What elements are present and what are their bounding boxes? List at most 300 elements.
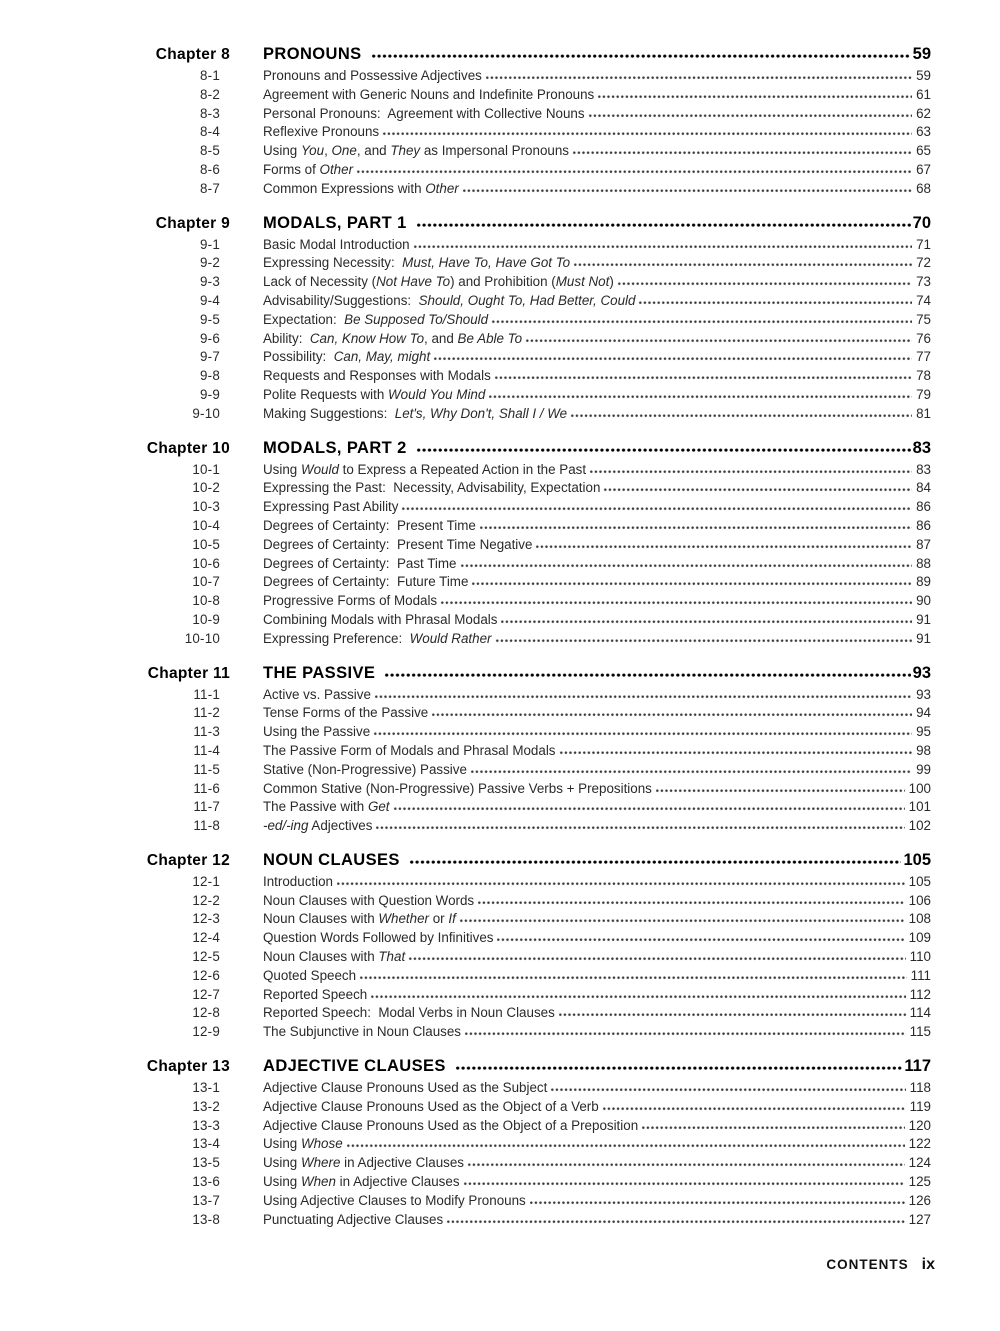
entry-page-number: 68 — [916, 180, 931, 196]
dot-leader — [638, 301, 912, 305]
chapter-heading-row — [123, 438, 931, 459]
chapter-section — [123, 438, 931, 649]
entry-number: 12-7 — [192, 986, 220, 1002]
entry-number-cell — [123, 817, 230, 836]
toc-entry — [123, 1192, 931, 1211]
entry-title — [263, 1004, 555, 1023]
dot-leader — [496, 938, 904, 942]
toc-entry — [123, 573, 931, 592]
entry-number-cell — [123, 479, 230, 498]
entry-title-wrap — [263, 742, 931, 761]
toc-entry — [123, 348, 931, 367]
plain-text: Polite Requests with — [263, 386, 389, 402]
entry-page-number: 93 — [916, 686, 931, 702]
entry-number-cell — [123, 367, 230, 386]
entry-page-number: 79 — [916, 386, 931, 402]
dot-leader — [462, 189, 912, 193]
italic-text: If — [448, 911, 456, 927]
entry-number-cell — [123, 723, 230, 742]
entry-title — [263, 348, 430, 367]
entry-number-cell — [123, 592, 230, 611]
entry-title — [263, 1173, 460, 1192]
entry-page-number: 111 — [910, 967, 931, 983]
entry-number-cell — [123, 254, 230, 273]
entry-title — [263, 798, 390, 817]
entry-title — [263, 254, 570, 273]
plain-text: , and — [424, 330, 458, 346]
entry-page-number: 88 — [916, 555, 931, 571]
toc-entry — [123, 479, 931, 498]
entry-title — [263, 611, 497, 630]
dot-leader — [559, 751, 913, 755]
entry-number: 12-8 — [192, 1005, 220, 1021]
entry-title-wrap — [263, 1192, 931, 1211]
entry-number-cell — [123, 311, 230, 330]
toc-entry — [123, 986, 931, 1005]
italic-text: Should, Ought To, Had Better, Could — [418, 292, 636, 308]
entry-page-number: 84 — [916, 480, 931, 496]
entry-page-number: 63 — [916, 124, 931, 140]
entry-title — [263, 142, 569, 161]
plain-text: , — [324, 143, 332, 159]
entry-page-number: 94 — [916, 705, 931, 721]
entry-title-wrap — [263, 1173, 931, 1192]
entry-number-cell — [123, 86, 230, 105]
plain-text: Question Words Followed by Infinitives — [263, 930, 494, 946]
entry-title-wrap — [263, 273, 931, 292]
plain-text: Active vs. Passive — [263, 686, 371, 702]
entry-number-cell — [123, 1135, 230, 1154]
toc-entry — [123, 611, 931, 630]
entry-title-wrap — [263, 780, 931, 799]
entry-number: 10-8 — [192, 593, 220, 609]
italic-text: Where — [300, 1155, 341, 1171]
dot-leader — [374, 695, 912, 699]
dot-leader — [602, 1107, 906, 1111]
plain-text: Degrees of Certainty: Present Time — [263, 517, 476, 533]
entry-title — [263, 1154, 464, 1173]
italic-text: Would Rather — [409, 630, 492, 646]
toc-entry — [123, 1023, 931, 1042]
entry-number: 9-2 — [200, 255, 220, 271]
entry-page-number: 95 — [916, 724, 931, 740]
dot-leader — [370, 995, 905, 999]
italic-text: Would — [300, 461, 339, 477]
entry-title — [263, 405, 567, 424]
dot-leader — [413, 245, 912, 249]
entry-page-number: 105 — [908, 873, 931, 889]
plain-text: Personal Pronouns: Agreement with Collective Nouns — [263, 105, 585, 121]
entry-number-cell — [123, 161, 230, 180]
entry-page-number: 126 — [908, 1192, 931, 1208]
dot-leader — [463, 1182, 905, 1186]
dot-leader — [572, 151, 912, 155]
entry-number-cell — [123, 292, 230, 311]
entry-title-wrap — [263, 405, 931, 424]
entry-title — [263, 1192, 526, 1211]
plain-text: to Express a Repeated Action in the Past — [338, 461, 587, 477]
entry-title-wrap — [263, 517, 931, 536]
entry-page-number: 81 — [916, 405, 931, 421]
entry-page-number: 102 — [908, 818, 931, 834]
plain-text: Reported Speech — [263, 986, 368, 1002]
entry-number: 13-7 — [192, 1192, 220, 1208]
plain-text: , and — [356, 143, 391, 159]
toc-entry — [123, 704, 931, 723]
entry-title-wrap — [263, 292, 931, 311]
entry-number-cell — [123, 1192, 230, 1211]
entry-number: 9-3 — [200, 274, 220, 290]
chapter-page-number: 59 — [912, 45, 931, 63]
entry-number: 11-6 — [193, 780, 220, 796]
dot-leader — [433, 357, 912, 361]
entry-title-wrap — [263, 967, 931, 986]
chapter-title: THE PASSIVE — [263, 663, 381, 682]
toc-entry — [123, 86, 931, 105]
entry-title — [263, 573, 468, 592]
entry-title — [263, 686, 371, 705]
chapter-label: Chapter 8 — [155, 46, 230, 63]
dot-leader — [494, 376, 912, 380]
entry-title-wrap — [263, 330, 931, 349]
dot-leader — [393, 807, 905, 811]
entry-number: 9-10 — [192, 405, 220, 421]
toc-entry — [123, 161, 931, 180]
entry-number: 8-1 — [200, 68, 220, 83]
italic-text: When — [300, 1174, 336, 1190]
toc-entry — [123, 873, 931, 892]
plain-text: ) and Prohibition ( — [450, 274, 556, 290]
dot-leader — [440, 601, 912, 605]
chapter-section — [123, 850, 931, 1042]
chapter-section — [123, 663, 931, 836]
entry-title-wrap — [263, 461, 931, 480]
entry-number-cell — [123, 1173, 230, 1192]
plain-text: Adjective Clause Pronouns Used as the Object of a Preposition — [263, 1117, 639, 1133]
entry-number: 11-5 — [193, 761, 220, 777]
entry-number: 12-1 — [192, 873, 220, 889]
entry-title — [263, 273, 614, 292]
entry-number-cell — [123, 986, 230, 1005]
entry-number-cell — [123, 761, 230, 780]
entry-number: 9-1 — [200, 236, 220, 252]
dot-leader — [525, 339, 912, 343]
plain-text: as Impersonal Pronouns — [420, 143, 569, 159]
toc-entry — [123, 367, 931, 386]
toc-entry — [123, 967, 931, 986]
entry-number: 13-4 — [192, 1136, 220, 1152]
entry-number-cell — [123, 517, 230, 536]
entry-number: 8-7 — [200, 180, 220, 196]
chapter-title-wrap — [263, 44, 931, 65]
entry-number-cell — [123, 142, 230, 161]
entry-title-wrap — [263, 311, 931, 330]
plain-text: Degrees of Certainty: Future Time — [263, 574, 469, 590]
entry-title — [263, 873, 333, 892]
entry-title-wrap — [263, 180, 931, 199]
toc-entry — [123, 798, 931, 817]
dot-leader — [570, 414, 912, 418]
entry-page-number: 112 — [909, 986, 931, 1002]
entry-title — [263, 1098, 599, 1117]
entry-number-cell — [123, 330, 230, 349]
plain-text: Using the Passive — [263, 724, 371, 740]
plain-text: Degrees of Certainty: Present Time Negative — [263, 536, 533, 552]
entry-title-wrap — [263, 386, 931, 405]
plain-text: Quoted Speech — [263, 967, 357, 983]
dot-leader — [464, 1032, 906, 1036]
dot-leader — [500, 620, 912, 624]
dot-leader — [408, 957, 905, 961]
entry-title-wrap — [263, 1117, 931, 1136]
entry-title — [263, 986, 367, 1005]
entry-page-number: 65 — [916, 143, 931, 159]
entry-page-number: 106 — [908, 892, 931, 908]
dot-leader — [455, 1066, 903, 1071]
dot-leader — [384, 673, 910, 678]
toc-entry — [123, 555, 931, 574]
chapter-title-wrap — [263, 1056, 931, 1077]
italic-text: You — [300, 143, 325, 159]
entry-title-wrap — [263, 704, 931, 723]
italic-text: Let's, Why Don't, Shall I / We — [394, 405, 568, 421]
italic-text: One — [331, 143, 357, 159]
entry-number-cell — [123, 611, 230, 630]
chapter-page-number: 117 — [904, 1057, 931, 1076]
entry-number: 8-5 — [200, 143, 220, 159]
plain-text: Pronouns and Possessive Adjectives — [263, 68, 482, 83]
plain-text: Noun Clauses with — [263, 911, 379, 927]
entry-number: 10-4 — [192, 517, 220, 533]
entry-number-cell — [123, 536, 230, 555]
entry-title-wrap — [263, 611, 931, 630]
entry-title-wrap — [263, 817, 931, 836]
plain-text: The Passive with — [263, 799, 368, 815]
chapter-label: Chapter 12 — [146, 851, 230, 869]
dot-leader — [371, 54, 911, 59]
toc-entry — [123, 105, 931, 124]
toc-entry — [123, 292, 931, 311]
entry-page-number: 125 — [908, 1174, 931, 1190]
entry-number-cell — [123, 798, 230, 817]
entry-title-wrap — [263, 1079, 931, 1098]
entry-number-cell — [123, 105, 230, 124]
italic-text: That — [378, 949, 406, 965]
entry-page-number: 124 — [908, 1155, 931, 1171]
entry-title-wrap — [263, 142, 931, 161]
entry-number-cell — [123, 123, 230, 142]
entry-title-wrap — [263, 761, 931, 780]
entry-title-wrap — [263, 236, 931, 255]
entry-title — [263, 1079, 547, 1098]
entry-title-wrap — [263, 67, 931, 86]
dot-leader — [431, 713, 912, 717]
italic-text: Whose — [300, 1136, 343, 1152]
toc-entry — [123, 948, 931, 967]
chapter-label: Chapter 10 — [146, 439, 230, 457]
entry-number-cell — [123, 1211, 230, 1230]
entry-number-cell — [123, 1004, 230, 1023]
entry-title — [263, 180, 459, 199]
dot-leader — [485, 76, 912, 80]
italic-text: They — [390, 143, 421, 159]
entry-number-cell — [123, 892, 230, 911]
entry-number-cell — [123, 555, 230, 574]
dot-leader — [491, 320, 912, 324]
entry-number: 12-3 — [192, 911, 220, 927]
entry-title-wrap — [263, 873, 931, 892]
entry-number: 11-8 — [193, 818, 220, 834]
entry-page-number: 99 — [916, 761, 931, 777]
entry-number: 13-8 — [192, 1211, 220, 1227]
entry-title-wrap — [263, 498, 931, 517]
plain-text: Progressive Forms of Modals — [263, 593, 438, 609]
dot-leader — [356, 170, 912, 174]
chapter-title: MODALS, PART 1 — [263, 213, 412, 232]
entry-number: 10-7 — [192, 574, 220, 590]
plain-text: Possibility: — [263, 349, 334, 365]
dot-leader — [467, 1163, 905, 1167]
entry-number: 13-5 — [192, 1155, 220, 1171]
toc-entry — [123, 780, 931, 799]
entry-title — [263, 704, 428, 723]
dot-leader — [589, 470, 912, 474]
toc-entry — [123, 517, 931, 536]
italic-text: -ed/-ing — [263, 818, 309, 834]
toc-entry — [123, 1079, 931, 1098]
toc-entry — [123, 1173, 931, 1192]
entry-number: 10-9 — [192, 611, 220, 627]
entry-title-wrap — [263, 1154, 931, 1173]
plain-text: Reported Speech: Modal Verbs in Noun Clauses — [263, 1005, 555, 1021]
entry-page-number: 101 — [908, 799, 931, 815]
dot-leader — [603, 488, 912, 492]
entry-title — [263, 105, 585, 124]
chapter-heading-row — [123, 663, 931, 684]
toc-entry — [123, 686, 931, 705]
entry-number: 11-2 — [193, 705, 220, 721]
entry-number: 10-3 — [192, 499, 220, 515]
entry-title-wrap — [263, 929, 931, 948]
entry-title — [263, 461, 586, 480]
toc-entry — [123, 536, 931, 555]
dot-leader — [535, 545, 912, 549]
entry-title — [263, 967, 356, 986]
entry-title — [263, 929, 493, 948]
italic-text: Be Supposed To/Should — [344, 311, 489, 327]
entry-page-number: 87 — [916, 536, 931, 552]
entry-title — [263, 723, 370, 742]
entry-number-cell — [123, 630, 230, 649]
entry-number: 11-7 — [193, 799, 220, 815]
dot-leader — [655, 789, 905, 793]
plain-text: Tense Forms of the Passive — [263, 705, 429, 721]
plain-text: Adjective Clause Pronouns Used as the Object of a Verb — [263, 1098, 599, 1114]
plain-text: Expectation: — [263, 311, 345, 327]
dot-leader — [416, 448, 911, 453]
entry-number-cell — [123, 780, 230, 799]
entry-number: 13-3 — [192, 1117, 220, 1133]
entry-title-wrap — [263, 948, 931, 967]
entry-title-wrap — [263, 254, 931, 273]
entry-title — [263, 161, 353, 180]
entry-number-cell — [123, 1098, 230, 1117]
entry-number: 13-1 — [192, 1080, 220, 1096]
entry-title-wrap — [263, 892, 931, 911]
plain-text: The Subjunctive in Noun Clauses — [263, 1024, 461, 1040]
entry-number: 9-5 — [200, 311, 220, 327]
entry-title-wrap — [263, 1211, 931, 1230]
entry-title-wrap — [263, 1098, 931, 1117]
entry-page-number: 114 — [909, 1005, 931, 1021]
toc-entry — [123, 1211, 931, 1230]
entry-number-cell — [123, 573, 230, 592]
toc-entry — [123, 273, 931, 292]
dot-leader — [550, 1088, 905, 1092]
dot-leader — [529, 1201, 905, 1205]
entry-page-number: 90 — [916, 593, 931, 609]
entry-page-number: 86 — [916, 499, 931, 515]
footer-page-number: ix — [921, 1256, 935, 1273]
dot-leader — [460, 564, 913, 568]
chapter-heading-row — [123, 1056, 931, 1077]
entry-number-cell — [123, 1154, 230, 1173]
italic-text: Can, May, might — [333, 349, 431, 365]
chapter-title: MODALS, PART 2 — [263, 438, 412, 457]
entry-number: 8-4 — [200, 124, 220, 140]
plain-text: Adjective Clause Pronouns Used as the Subject — [263, 1080, 548, 1096]
entry-title — [263, 86, 594, 105]
toc-entry — [123, 630, 931, 649]
entry-title-wrap — [263, 555, 931, 574]
entry-title — [263, 498, 398, 517]
entry-title — [263, 1135, 343, 1154]
entry-number: 12-9 — [192, 1024, 220, 1040]
dot-leader — [409, 860, 902, 865]
dot-leader — [470, 770, 912, 774]
chapter-title-wrap — [263, 850, 931, 871]
plain-text: Common Expressions with — [263, 180, 426, 196]
entry-title-wrap — [263, 367, 931, 386]
page-footer — [826, 1256, 935, 1274]
chapter-title-wrap — [263, 438, 931, 459]
entry-title — [263, 1211, 443, 1230]
entry-title-wrap — [263, 536, 931, 555]
entry-title — [263, 330, 522, 349]
toc-entry — [123, 180, 931, 199]
entry-number-cell — [123, 236, 230, 255]
dot-leader — [477, 901, 905, 905]
italic-text: Would You Mind — [388, 386, 486, 402]
entry-number: 11-1 — [193, 686, 220, 702]
entry-page-number: 76 — [916, 330, 931, 346]
entry-page-number: 71 — [916, 236, 931, 252]
plain-text: Combining Modals with Phrasal Modals — [263, 611, 498, 627]
entry-number: 9-6 — [200, 330, 220, 346]
plain-text: Advisability/Suggestions: — [263, 292, 419, 308]
chapter-section — [123, 213, 931, 424]
entry-number: 11-4 — [193, 742, 220, 758]
entry-number-cell — [123, 873, 230, 892]
dot-leader — [573, 263, 912, 267]
toc-entry — [123, 330, 931, 349]
entry-title — [263, 555, 457, 574]
entry-page-number: 74 — [916, 292, 931, 308]
dot-leader — [373, 732, 912, 736]
entry-number-cell — [123, 180, 230, 199]
entry-title-wrap — [263, 630, 931, 649]
entry-title-wrap — [263, 161, 931, 180]
